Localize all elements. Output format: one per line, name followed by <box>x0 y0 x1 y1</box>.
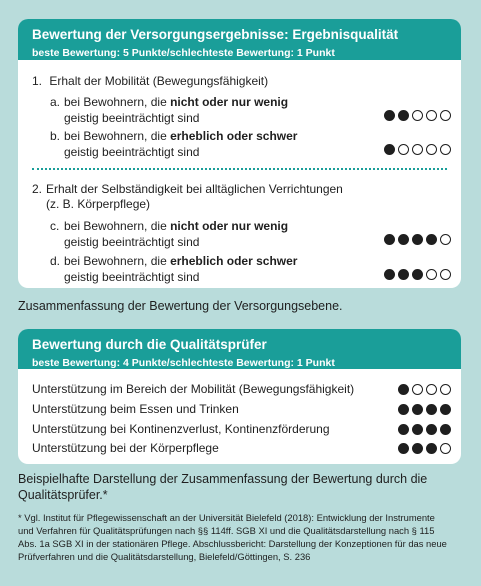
rating-dots <box>398 404 451 415</box>
filled-dot-icon <box>398 269 409 280</box>
pruefer-row-label: Unterstützung bei Kontinenzverlust, Kontinenzförderung <box>32 422 330 436</box>
footnote: * Vgl. Institut für Pflegewissenschaft an der Universität Bielefeld (2018): Entwicklung der Instrumente und Verfahren für Qualitätsprüfungen nach §§ 114ff. SGB XI und die Qualitätsdarstellung nach § 115 Abs. 1a SGB XI in der stationären Pflege. Abschlussbericht: Darstellung der Konzeptionen für das neue Prüfverfahren und die Qualitätsdarstellung, Bielefeld/Göttingen, S. 236 <box>18 512 447 562</box>
filled-dot-icon <box>412 234 423 245</box>
panel-header <box>18 329 461 369</box>
subitem-c <box>50 218 288 250</box>
subitem-letter: a. <box>50 95 61 109</box>
empty-dot-icon <box>426 144 437 155</box>
ergebnisqualitaet-panel <box>18 19 461 288</box>
rating-dots <box>398 424 451 435</box>
filled-dot-icon <box>398 404 409 415</box>
filled-dot-icon <box>412 443 423 454</box>
empty-dot-icon <box>440 144 451 155</box>
filled-dot-icon <box>426 404 437 415</box>
filled-dot-icon <box>384 269 395 280</box>
filled-dot-icon <box>426 443 437 454</box>
subitem-b <box>50 128 297 160</box>
pruefer-row-label: Unterstützung beim Essen und Trinken <box>32 402 239 416</box>
filled-dot-icon <box>398 443 409 454</box>
subitem-line2: geistig beeinträchtigt sind <box>64 270 200 284</box>
empty-dot-icon <box>426 384 437 395</box>
empty-dot-icon <box>412 384 423 395</box>
filled-dot-icon <box>398 384 409 395</box>
empty-dot-icon <box>412 110 423 121</box>
item-label: Erhalt der Mobilität (Bewegungsfähigkeit) <box>49 74 269 88</box>
subitem-bold: nicht oder nur wenig <box>170 95 289 109</box>
panel-title: Bewertung der Versorgungsergebnisse: Ergebnisqualität <box>32 27 399 42</box>
pruefer-row-label: Unterstützung bei der Körperpflege <box>32 441 219 455</box>
panel-subtitle: beste Bewertung: 4 Punkte/schlechteste Bewertung: 1 Punkt <box>32 357 335 369</box>
subitem-line2: geistig beeinträchtigt sind <box>64 145 200 159</box>
filled-dot-icon <box>398 234 409 245</box>
subitem-a <box>50 94 288 126</box>
filled-dot-icon <box>426 424 437 435</box>
filled-dot-icon <box>398 424 409 435</box>
filled-dot-icon <box>440 424 451 435</box>
filled-dot-icon <box>412 424 423 435</box>
filled-dot-icon <box>426 234 437 245</box>
rating-dots <box>384 110 451 121</box>
subitem-letter: d. <box>50 254 61 268</box>
subitem-bold: erheblich oder schwer <box>170 129 298 143</box>
subitem-line2: geistig beeinträchtigt sind <box>64 235 200 249</box>
filled-dot-icon <box>384 144 395 155</box>
subitem-line2: geistig beeinträchtigt sind <box>64 111 200 125</box>
item-label: Erhalt der Selbständigkeit bei alltäglichen Verrichtungen <box>46 182 343 196</box>
subitem-text: bei Bewohnern, die <box>64 95 171 109</box>
caption-versorgungsebene: Zusammenfassung der Bewertung der Versorgungsebene. <box>18 299 343 313</box>
empty-dot-icon <box>440 110 451 121</box>
caption-pruefer: Beispielhafte Darstellung der Zusammenfassung der Bewertung durch die Qualitätsprüfer.* <box>18 472 428 502</box>
rating-dots <box>384 234 451 245</box>
empty-dot-icon <box>440 443 451 454</box>
pruefer-row-label: Unterstützung im Bereich der Mobilität (Bewegungsfähigkeit) <box>32 382 355 396</box>
filled-dot-icon <box>398 110 409 121</box>
item-number: 1. <box>32 74 43 88</box>
dotted-divider <box>32 168 447 170</box>
panel-subtitle: beste Bewertung: 5 Punkte/schlechteste Bewertung: 1 Punkt <box>32 47 335 59</box>
item-selbstaendigkeit <box>32 182 343 212</box>
filled-dot-icon <box>384 234 395 245</box>
subitem-text: bei Bewohnern, die <box>64 219 171 233</box>
subitem-text: bei Bewohnern, die <box>64 254 171 268</box>
item-label-line2: (z. B. Körperpflege) <box>46 197 151 211</box>
empty-dot-icon <box>426 269 437 280</box>
rating-dots <box>398 443 451 454</box>
rating-dots <box>384 144 451 155</box>
subitem-letter: c. <box>50 219 60 233</box>
filled-dot-icon <box>384 110 395 121</box>
empty-dot-icon <box>412 144 423 155</box>
filled-dot-icon <box>440 404 451 415</box>
subitem-d <box>50 253 297 285</box>
subitem-bold: erheblich oder schwer <box>170 254 298 268</box>
empty-dot-icon <box>398 144 409 155</box>
empty-dot-icon <box>440 269 451 280</box>
item-mobilitaet <box>32 74 268 89</box>
rating-dots <box>384 269 451 280</box>
subitem-letter: b. <box>50 129 61 143</box>
panel-header <box>18 19 461 60</box>
empty-dot-icon <box>440 234 451 245</box>
qualitaetspruefer-panel <box>18 329 461 464</box>
empty-dot-icon <box>440 384 451 395</box>
rating-dots <box>398 384 451 395</box>
empty-dot-icon <box>426 110 437 121</box>
subitem-text: bei Bewohnern, die <box>64 129 171 143</box>
item-number: 2. <box>32 182 43 196</box>
panel-title: Bewertung durch die Qualitätsprüfer <box>32 337 267 352</box>
subitem-bold: nicht oder nur wenig <box>170 219 289 233</box>
filled-dot-icon <box>412 404 423 415</box>
filled-dot-icon <box>412 269 423 280</box>
